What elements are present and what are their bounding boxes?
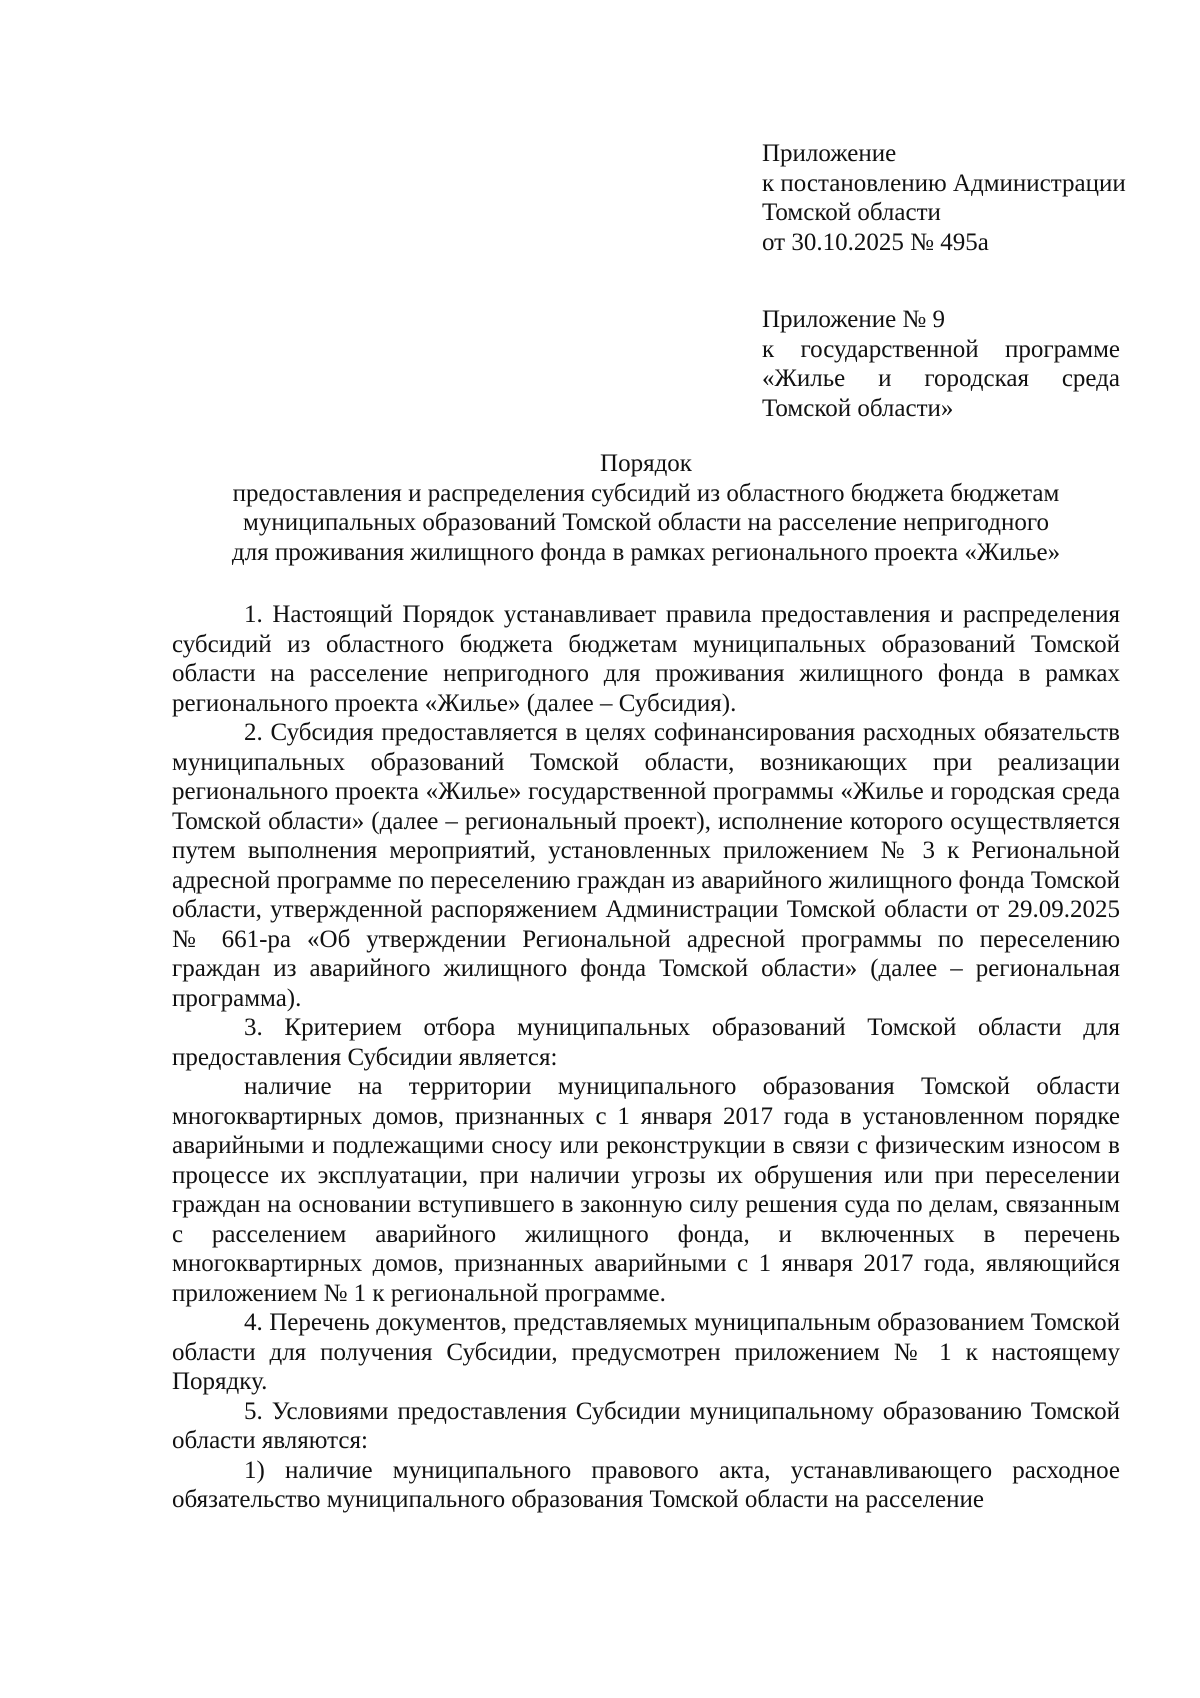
title-line: для проживания жилищного фонда в рамках регионального проекта «Жилье»: [231, 538, 1061, 566]
title-heading: Порядок: [600, 450, 692, 477]
program-reference: к государственной программе: [762, 335, 1120, 363]
paragraph-3: 3. Критерием отбора муниципальных образований Томской области для предоставления Субсидии является:: [172, 1014, 1120, 1071]
paragraph-5-item-1: 1) наличие муниципального правового акта, устанавливающего расходное обязательство муниципального образования Томской области на расселение: [172, 1456, 1120, 1513]
title-line: предоставления и распределения субсидий из областного бюджета бюджетам: [232, 479, 1060, 507]
program-attachment-header: [762, 305, 1120, 423]
attachment-reference: к постановлению Администрации: [762, 169, 1126, 197]
paragraph-3-criterion: наличие на территории муниципального образования Томской области многоквартирных домов, признанных с 1 января 2017 года в установленном порядке аварийными и подлежащими сносу или реконструкции в связи с физическим износом в процессе их эксплуатации, при наличии угрозы их обрушения или при переселении граждан на основании вступившего в законную силу решения суда по делам, связанным с расселением аварийного жилищного фонда, и включенных в перечень многоквартирных домов, признанных аварийными с 1 января 2017 года, являющийся приложением № 1 к региональной программе.: [172, 1073, 1120, 1307]
document-body: [172, 600, 1120, 1515]
paragraph-2: 2. Субсидия предоставляется в целях софинансирования расходных обязательств муниципальных образований Томской области, возникающих при реализации регионального проекта «Жилье» государственной программы «Жилье и городская среда Томской области» (далее – региональный проект), исполнение которого осуществляется путем выполнения мероприятий, установленных приложением № 3 к Региональной адресной программе по переселению граждан из аварийного жилищного фонда Томской области, утвержденной распоряжением Администрации Томской области от 29.09.2025 № 661-ра «Об утверждении Региональной адресной программы по переселению граждан из аварийного жилищного фонда Томской области» (далее – региональная программа).: [172, 719, 1120, 1012]
attachment-header: [762, 139, 1126, 257]
program-region: Томской области»: [762, 394, 954, 422]
attachment-date-number: от 30.10.2025 № 495а: [762, 228, 989, 256]
paragraph-5: 5. Условиями предоставления Субсидии муниципальному образованию Томской области являются:: [172, 1397, 1120, 1454]
paragraph-1: 1. Настоящий Порядок устанавливает правила предоставления и распределения субсидий из областного бюджета бюджетам муниципальных образований Томской области на расселение непригодного для проживания жилищного фонда в рамках регионального проекта «Жилье» (далее – Субсидия).: [172, 601, 1120, 717]
attachment-label: Приложение: [762, 140, 897, 167]
program-attachment-label: Приложение № 9: [762, 306, 946, 333]
title-line: муниципальных образований Томской области на расселение непригодного: [243, 509, 1049, 536]
paragraph-4: 4. Перечень документов, представляемых муниципальным образованием Томской области для получения Субсидии, предусмотрен приложением № 1 к настоящему Порядку.: [172, 1309, 1120, 1395]
program-name: «Жилье и городская среда: [762, 365, 1120, 392]
document-title: [172, 449, 1120, 567]
attachment-region: Томской области: [762, 199, 941, 226]
